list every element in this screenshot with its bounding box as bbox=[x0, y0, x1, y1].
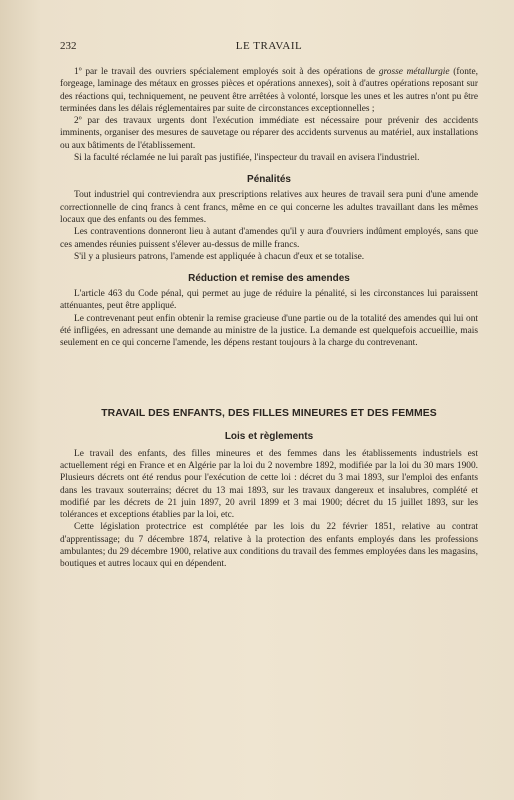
paragraph: Les contraventions donneront lieu à autant d'amendes qu'il y aura d'ouvriers indûment employés, sans que ces amendes réunies puissent s'élever au-dessus de mille francs. bbox=[60, 227, 478, 250]
paragraph: 1º par le travail des ouvriers spécialement employés soit à des opérations de grosse métallurgie (fonte, forgeage, laminage des métaux en grosses pièces et opérations annexes), soit à d'autres opérations reposant sur des réactions qui, techniquement, ne peuvent être arrêtées à volonté, lorsque les unes et les autres n'ont pu être terminées dans les délais réglementaires par suite de circonstances exceptionnelles ; bbox=[60, 67, 478, 114]
blank-separator bbox=[60, 350, 478, 408]
section-heading-reduction: Réduction et remise des amendes bbox=[188, 273, 350, 285]
section-heading-penalites: Pénalités bbox=[247, 174, 291, 186]
paragraph: Le travail des enfants, des filles mineures et des femmes dans les établissements industriels est actuellement régi en France et en Algérie par la loi du 2 novembre 1892, modifiée par la loi du 30 mars 1900. Plusieurs décrets ont été rendus pour l'exécution de cette loi : décret du 3 mai 1893, sur l'emploi des enfants dans les travaux souterrains; décret du 13 mai 1893, sur les travaux dangereux et insalubres, complété et modifié par les décrets de 21 juin 1897, 20 avril 1899 et 3 mai 1900; décret du 15 juillet 1893, sur les tolérances et exceptions établies par la loi, etc. bbox=[60, 448, 478, 521]
paragraph: Cette législation protectrice est complétée par les lois du 22 février 1851, relative au contrat d'apprentissage; du 7 décembre 1874, relative à la protection des enfants employés dans les professions ambulantes; du 29 décembre 1900, relative aux conditions du travail des femmes employées dans les magasins, boutiques et autres locaux qui en dépendent. bbox=[60, 522, 478, 570]
paragraph: Si la faculté réclamée ne lui paraît pas justifiée, l'inspecteur du travail en avisera l'industriel. bbox=[74, 153, 420, 164]
paragraph: Le contrevenant peut enfin obtenir la remise gracieuse d'une partie ou de la totalité des amendes qui lui ont été infligées, en adressant une demande au ministre de la justice. La demande est quelquefois accueillie, mais seulement en ce qui concerne l'amende, les dépens restant toujours à la charge du contrevenant. bbox=[60, 313, 478, 349]
page-number: 232 bbox=[60, 40, 77, 52]
paragraph: Tout industriel qui contreviendra aux prescriptions relatives aux heures de travail sera puni d'une amende correctionnelle de cinq francs à cent francs, même en ce qui concerne les adultes travaillant dans les mêmes locaux que des enfants ou des femmes. bbox=[60, 190, 478, 225]
page-header bbox=[60, 40, 478, 58]
paragraph: L'article 463 du Code pénal, qui permet au juge de réduire la pénalité, si les circonstances lui paraissent atténuantes, peut être appliqué. bbox=[60, 289, 478, 312]
paragraph: 2º par des travaux urgents dont l'exécution immédiate est nécessaire pour prévenir des accidents imminents, organiser des mesures de sauvetage ou réparer des accidents survenus au matériel, aux installations ou aux bâtiments de l'établissement. bbox=[60, 116, 478, 151]
chapter-subtitle: Lois et règlements bbox=[224, 430, 314, 442]
paragraph: S'il y a plusieurs patrons, l'amende est appliquée à chacun d'eux et se totalise. bbox=[74, 251, 365, 262]
running-title: LE TRAVAIL bbox=[235, 40, 303, 52]
chapter-title: TRAVAIL DES ENFANTS, DES FILLES MINEURES ET DES FEMMES bbox=[101, 407, 437, 419]
